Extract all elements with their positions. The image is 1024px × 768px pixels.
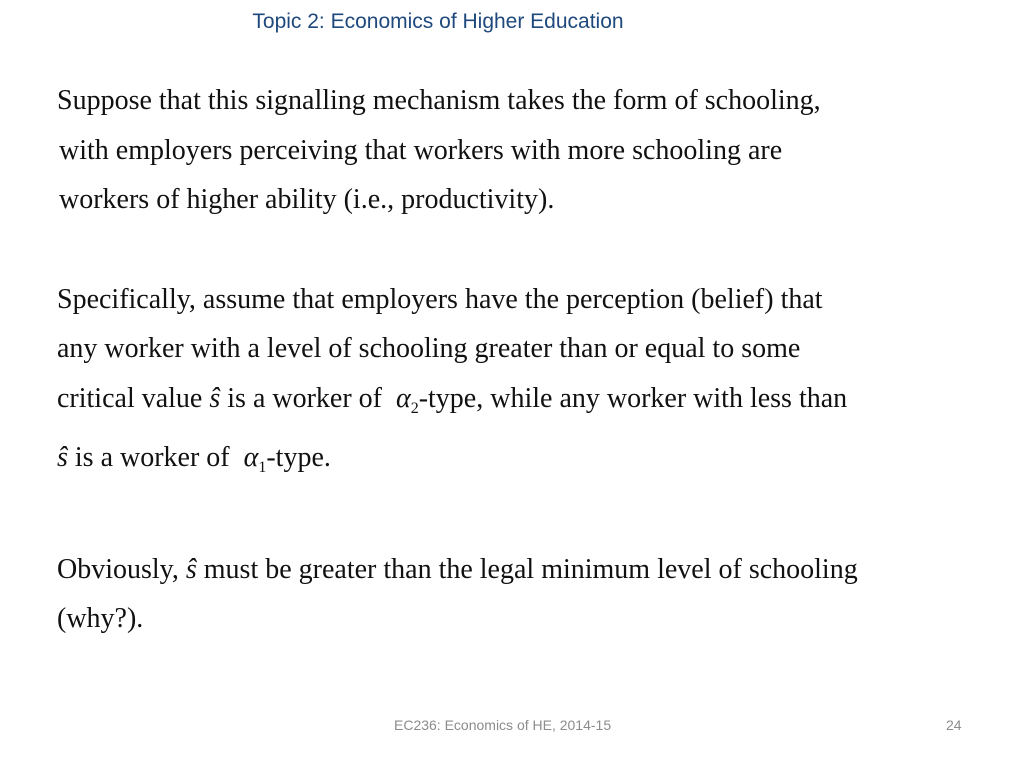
alpha-symbol: α [243,442,259,473]
paragraph-assumption [57,275,1007,493]
text-line: (why?). [57,603,144,634]
text-line: with employers perceiving that workers with more schooling are [59,134,783,166]
text-line: critical value ŝ is a worker of $\alpha_2$-type, while any worker with less than [57,382,848,417]
paragraph-obviously [57,545,1007,644]
s-hat-symbol: ŝ [209,382,221,414]
text-line: workers of higher ability (i.e., productivity). [59,184,555,215]
s-hat-symbol: ŝ [185,553,197,585]
text-line: Obviously, ŝ must be greater than the legal minimum level of schooling [57,553,858,585]
text-line: ŝ is a worker of $\alpha_1$-type. [57,442,331,476]
text-line: any worker with a level of schooling greater than or equal to some [57,333,801,364]
alpha-symbol: α [396,382,411,414]
slide-body [57,76,1007,644]
footer-course: EC236: Economics of HE, 2014-15 [394,717,612,733]
slide-title: Topic 2: Economics of Higher Education [252,10,624,33]
page-number: 24 [946,717,962,733]
text-line: Specifically, assume that employers have the perception (belief) that [57,283,823,315]
paragraph-signalling [57,76,1007,225]
text-line: Suppose that this signalling mechanism takes the form of schooling, [57,85,821,116]
s-hat-symbol: ŝ [57,442,68,473]
